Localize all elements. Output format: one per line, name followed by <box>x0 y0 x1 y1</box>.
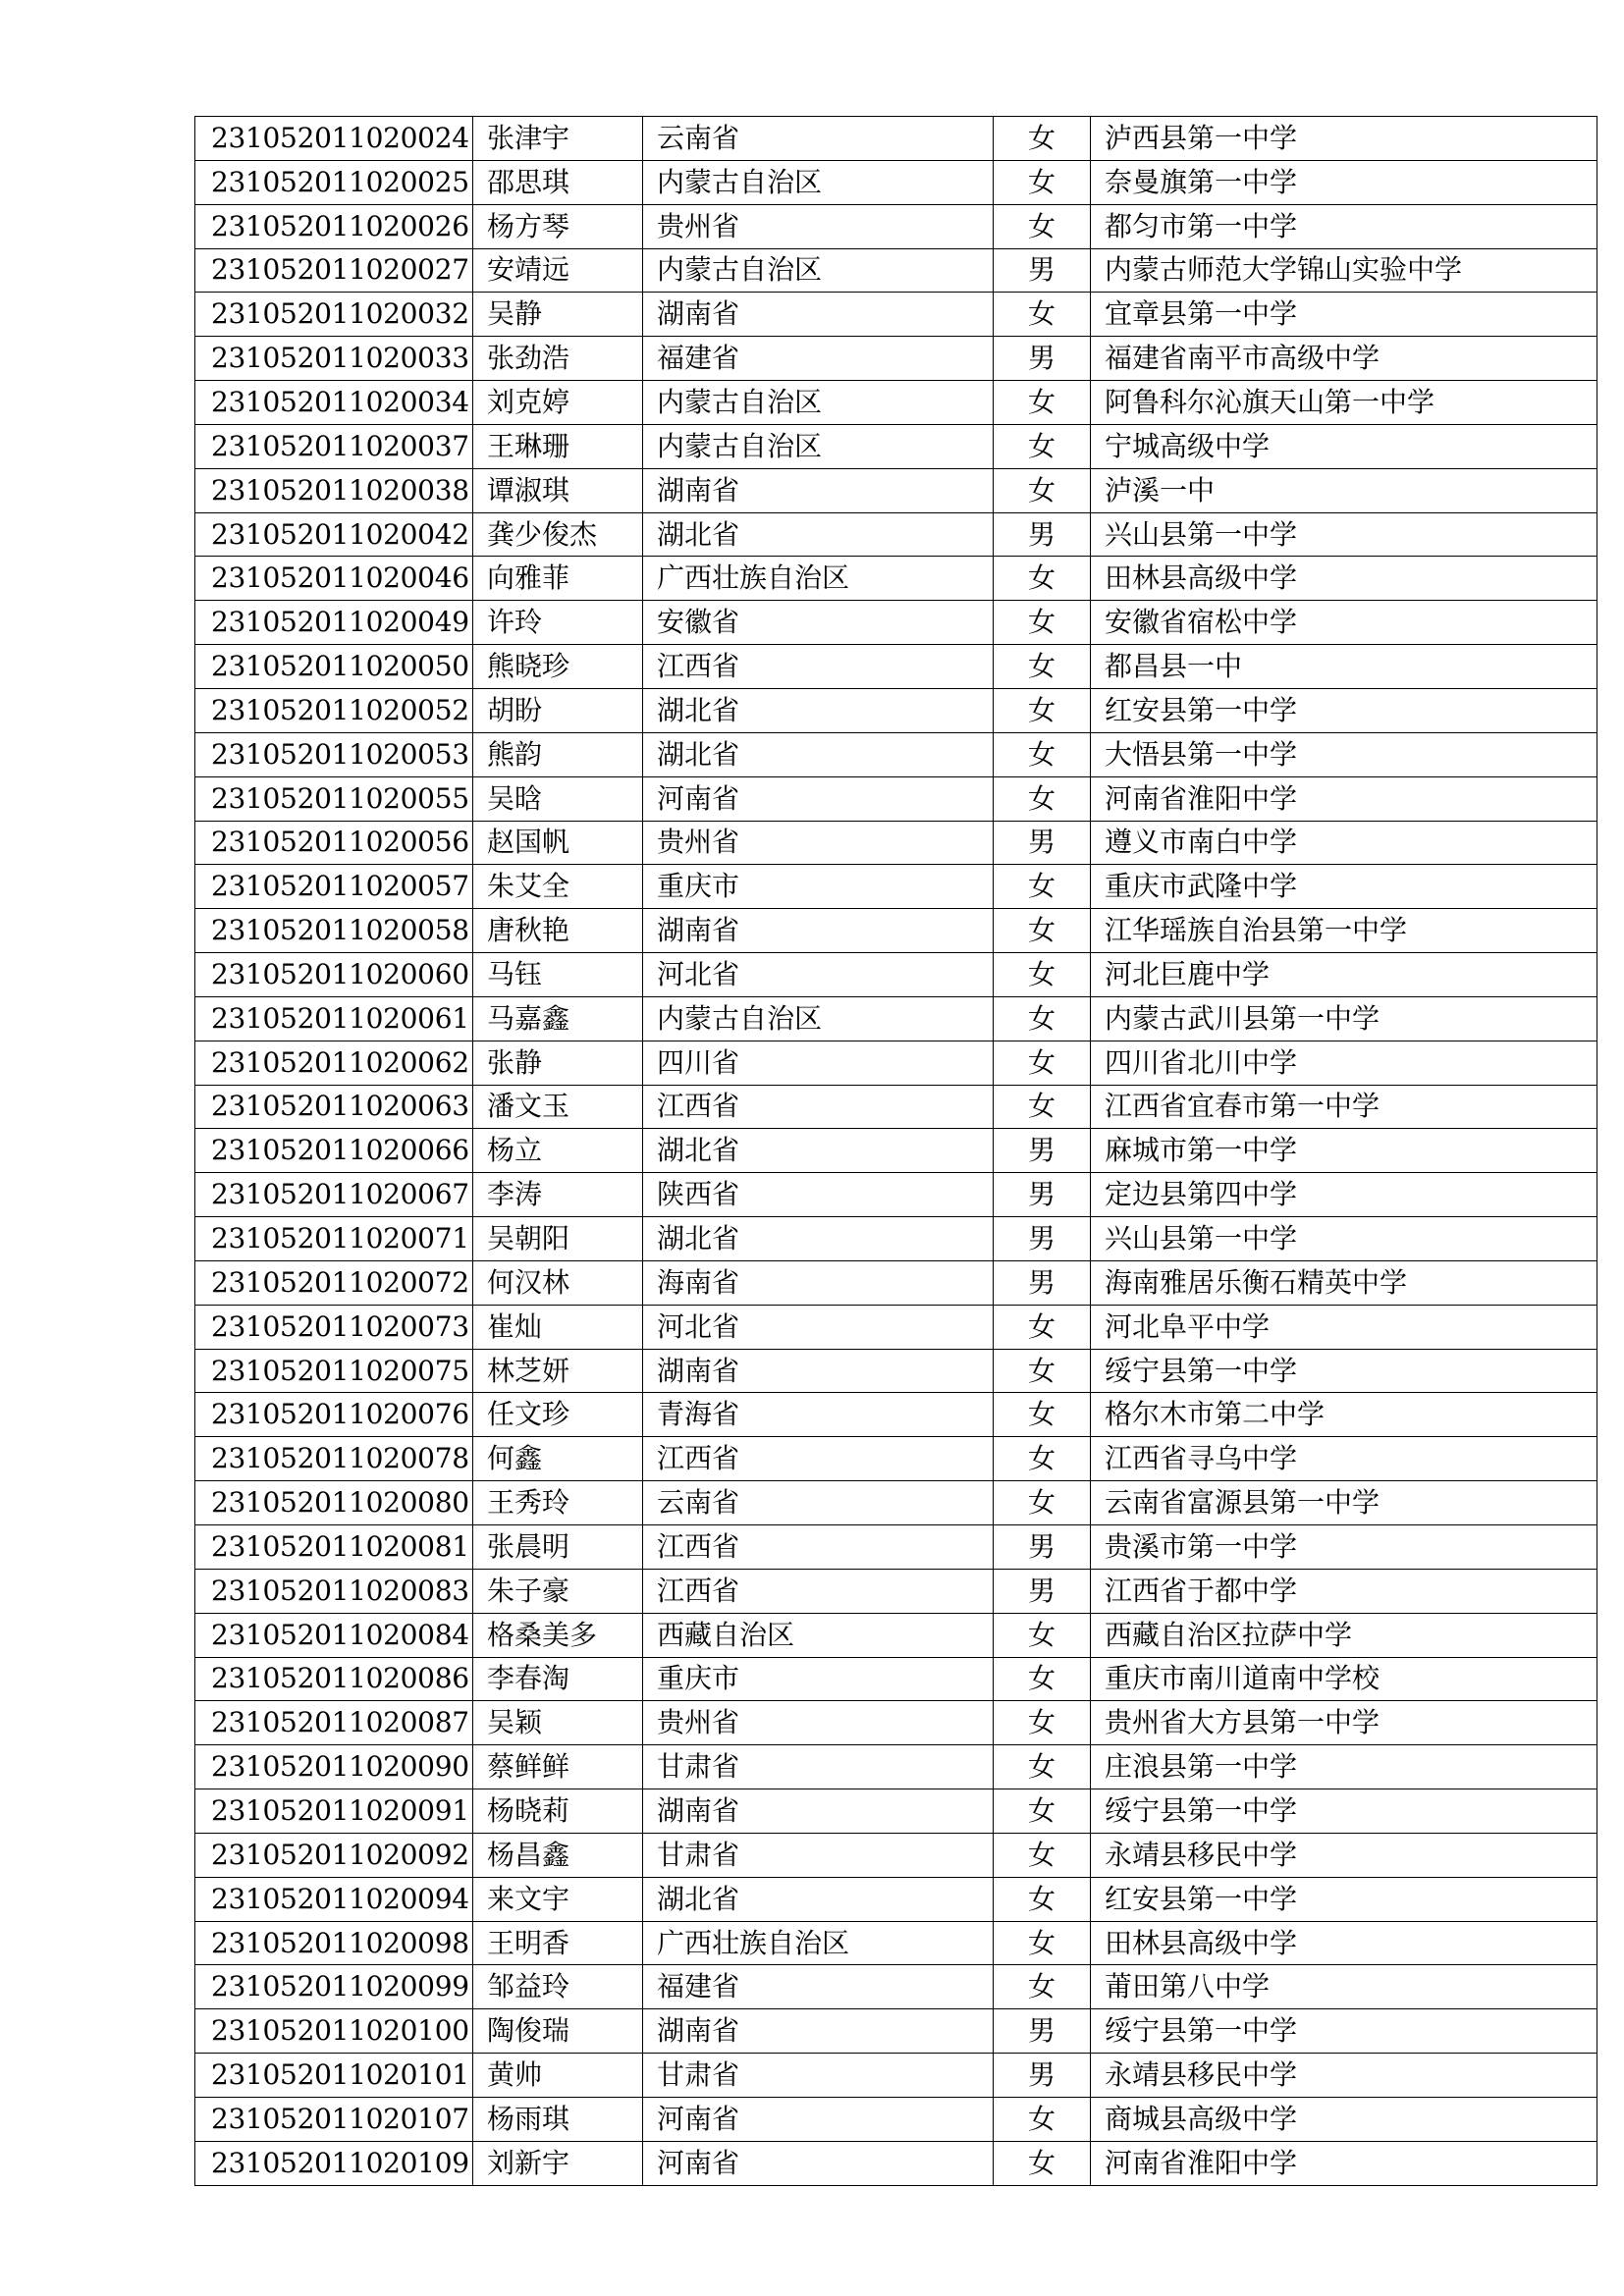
gender-cell: 女 <box>994 381 1091 425</box>
table-row <box>195 1217 1597 1261</box>
student-id-cell: 231052011020057 <box>195 865 473 909</box>
student-name-cell: 李涛 <box>473 1173 643 1217</box>
student-name-cell: 格桑美多 <box>473 1613 643 1657</box>
gender-cell: 女 <box>994 1657 1091 1701</box>
student-id-cell: 231052011020032 <box>195 293 473 337</box>
province-cell: 江西省 <box>643 1525 994 1570</box>
student-id-cell: 231052011020027 <box>195 248 473 293</box>
school-cell: 西藏自治区拉萨中学 <box>1091 1613 1597 1657</box>
table-row <box>195 1437 1597 1481</box>
student-id-cell: 231052011020100 <box>195 2009 473 2054</box>
province-cell: 内蒙古自治区 <box>643 424 994 468</box>
table-row <box>195 2097 1597 2141</box>
province-cell: 西藏自治区 <box>643 1613 994 1657</box>
gender-cell: 女 <box>994 1877 1091 1921</box>
school-cell: 格尔木市第二中学 <box>1091 1393 1597 1437</box>
province-cell: 重庆市 <box>643 1657 994 1701</box>
school-cell: 河南省淮阳中学 <box>1091 2141 1597 2185</box>
school-cell: 重庆市南川道南中学校 <box>1091 1657 1597 1701</box>
gender-cell: 女 <box>994 645 1091 689</box>
student-id-cell: 231052011020075 <box>195 1349 473 1393</box>
student-id-cell: 231052011020050 <box>195 645 473 689</box>
province-cell: 甘肃省 <box>643 2054 994 2098</box>
school-cell: 奈曼旗第一中学 <box>1091 160 1597 204</box>
school-cell: 内蒙古师范大学锦山实验中学 <box>1091 248 1597 293</box>
table-row <box>195 1701 1597 1745</box>
school-cell: 云南省富源县第一中学 <box>1091 1481 1597 1525</box>
table-row <box>195 776 1597 821</box>
gender-cell: 男 <box>994 1260 1091 1305</box>
table-row <box>195 204 1597 248</box>
school-cell: 贵州省大方县第一中学 <box>1091 1701 1597 1745</box>
province-cell: 湖北省 <box>643 1217 994 1261</box>
school-cell: 内蒙古武川县第一中学 <box>1091 996 1597 1041</box>
table-row <box>195 1041 1597 1085</box>
gender-cell: 女 <box>994 424 1091 468</box>
table-row <box>195 468 1597 512</box>
table-row <box>195 909 1597 953</box>
province-cell: 海南省 <box>643 1260 994 1305</box>
province-cell: 江西省 <box>643 1569 994 1613</box>
school-cell: 海南雅居乐衡石精英中学 <box>1091 1260 1597 1305</box>
student-table <box>194 116 1597 2186</box>
student-name-cell: 王琳珊 <box>473 424 643 468</box>
student-name-cell: 赵国帆 <box>473 821 643 865</box>
school-cell: 兴山县第一中学 <box>1091 1217 1597 1261</box>
province-cell: 河南省 <box>643 2141 994 2185</box>
student-id-cell: 231052011020092 <box>195 1833 473 1877</box>
school-cell: 重庆市武隆中学 <box>1091 865 1597 909</box>
gender-cell: 女 <box>994 1349 1091 1393</box>
school-cell: 四川省北川中学 <box>1091 1041 1597 1085</box>
table-row <box>195 2054 1597 2098</box>
student-id-cell: 231052011020046 <box>195 557 473 601</box>
table-row <box>195 248 1597 293</box>
table-row <box>195 160 1597 204</box>
school-cell: 江西省宜春市第一中学 <box>1091 1085 1597 1129</box>
student-name-cell: 杨晓莉 <box>473 1789 643 1834</box>
school-cell: 江西省于都中学 <box>1091 1569 1597 1613</box>
student-id-cell: 231052011020109 <box>195 2141 473 2185</box>
gender-cell: 男 <box>994 1129 1091 1173</box>
student-id-cell: 231052011020052 <box>195 688 473 732</box>
gender-cell: 女 <box>994 293 1091 337</box>
student-id-cell: 231052011020078 <box>195 1437 473 1481</box>
gender-cell: 女 <box>994 1437 1091 1481</box>
school-cell: 宁城高级中学 <box>1091 424 1597 468</box>
table-row <box>195 337 1597 381</box>
table-row <box>195 996 1597 1041</box>
school-cell: 大悟县第一中学 <box>1091 732 1597 776</box>
student-name-cell: 杨昌鑫 <box>473 1833 643 1877</box>
student-name-cell: 吴颖 <box>473 1701 643 1745</box>
province-cell: 江西省 <box>643 645 994 689</box>
table-row <box>195 512 1597 557</box>
school-cell: 都昌县一中 <box>1091 645 1597 689</box>
table-row <box>195 1525 1597 1570</box>
student-name-cell: 吴静 <box>473 293 643 337</box>
student-name-cell: 张静 <box>473 1041 643 1085</box>
student-id-cell: 231052011020038 <box>195 468 473 512</box>
province-cell: 陕西省 <box>643 1173 994 1217</box>
table-row <box>195 1833 1597 1877</box>
student-id-cell: 231052011020091 <box>195 1789 473 1834</box>
gender-cell: 女 <box>994 996 1091 1041</box>
student-id-cell: 231052011020098 <box>195 1921 473 1965</box>
gender-cell: 女 <box>994 1745 1091 1789</box>
school-cell: 贵溪市第一中学 <box>1091 1525 1597 1570</box>
gender-cell: 女 <box>994 2097 1091 2141</box>
student-id-cell: 231052011020071 <box>195 1217 473 1261</box>
province-cell: 云南省 <box>643 117 994 161</box>
student-name-cell: 朱子豪 <box>473 1569 643 1613</box>
student-id-cell: 231052011020081 <box>195 1525 473 1570</box>
gender-cell: 女 <box>994 776 1091 821</box>
province-cell: 贵州省 <box>643 204 994 248</box>
gender-cell: 女 <box>994 909 1091 953</box>
student-id-cell: 231052011020049 <box>195 601 473 645</box>
school-cell: 田林县高级中学 <box>1091 557 1597 601</box>
student-name-cell: 谭淑琪 <box>473 468 643 512</box>
table-row <box>195 732 1597 776</box>
student-id-cell: 231052011020055 <box>195 776 473 821</box>
province-cell: 湖南省 <box>643 293 994 337</box>
table-row <box>195 2141 1597 2185</box>
gender-cell: 女 <box>994 468 1091 512</box>
gender-cell: 女 <box>994 117 1091 161</box>
student-name-cell: 刘新宇 <box>473 2141 643 2185</box>
school-cell: 阿鲁科尔沁旗天山第一中学 <box>1091 381 1597 425</box>
student-id-cell: 231052011020062 <box>195 1041 473 1085</box>
gender-cell: 男 <box>994 1525 1091 1570</box>
student-name-cell: 何鑫 <box>473 1437 643 1481</box>
table-row <box>195 1877 1597 1921</box>
school-cell: 福建省南平市高级中学 <box>1091 337 1597 381</box>
student-name-cell: 潘文玉 <box>473 1085 643 1129</box>
province-cell: 湖南省 <box>643 468 994 512</box>
province-cell: 安徽省 <box>643 601 994 645</box>
gender-cell: 男 <box>994 1569 1091 1613</box>
school-cell: 江西省寻乌中学 <box>1091 1437 1597 1481</box>
school-cell: 红安县第一中学 <box>1091 1877 1597 1921</box>
gender-cell: 女 <box>994 1041 1091 1085</box>
school-cell: 安徽省宿松中学 <box>1091 601 1597 645</box>
student-name-cell: 王明香 <box>473 1921 643 1965</box>
school-cell: 绥宁县第一中学 <box>1091 1789 1597 1834</box>
student-id-cell: 231052011020084 <box>195 1613 473 1657</box>
table-row <box>195 424 1597 468</box>
gender-cell: 男 <box>994 248 1091 293</box>
table-row <box>195 557 1597 601</box>
school-cell: 泸西县第一中学 <box>1091 117 1597 161</box>
student-id-cell: 231052011020094 <box>195 1877 473 1921</box>
gender-cell: 女 <box>994 1921 1091 1965</box>
gender-cell: 男 <box>994 1173 1091 1217</box>
student-id-cell: 231052011020067 <box>195 1173 473 1217</box>
student-name-cell: 吴晗 <box>473 776 643 821</box>
student-id-cell: 231052011020026 <box>195 204 473 248</box>
school-cell: 河北阜平中学 <box>1091 1305 1597 1349</box>
school-cell: 河南省淮阳中学 <box>1091 776 1597 821</box>
table-row <box>195 1965 1597 2009</box>
student-name-cell: 何汉林 <box>473 1260 643 1305</box>
table-row <box>195 117 1597 161</box>
student-id-cell: 231052011020056 <box>195 821 473 865</box>
student-name-cell: 黄帅 <box>473 2054 643 2098</box>
student-id-cell: 231052011020034 <box>195 381 473 425</box>
province-cell: 湖南省 <box>643 1349 994 1393</box>
student-name-cell: 陶俊瑞 <box>473 2009 643 2054</box>
student-id-cell: 231052011020083 <box>195 1569 473 1613</box>
student-name-cell: 吴朝阳 <box>473 1217 643 1261</box>
student-id-cell: 231052011020037 <box>195 424 473 468</box>
gender-cell: 男 <box>994 512 1091 557</box>
table-row <box>195 1129 1597 1173</box>
school-cell: 莆田第八中学 <box>1091 1965 1597 2009</box>
gender-cell: 女 <box>994 557 1091 601</box>
province-cell: 甘肃省 <box>643 1745 994 1789</box>
student-name-cell: 任文珍 <box>473 1393 643 1437</box>
student-id-cell: 231052011020061 <box>195 996 473 1041</box>
gender-cell: 女 <box>994 953 1091 997</box>
province-cell: 内蒙古自治区 <box>643 160 994 204</box>
province-cell: 贵州省 <box>643 1701 994 1745</box>
gender-cell: 女 <box>994 732 1091 776</box>
table-row <box>195 1481 1597 1525</box>
gender-cell: 男 <box>994 1217 1091 1261</box>
student-name-cell: 杨方琴 <box>473 204 643 248</box>
student-name-cell: 龚少俊杰 <box>473 512 643 557</box>
province-cell: 湖北省 <box>643 512 994 557</box>
gender-cell: 女 <box>994 1613 1091 1657</box>
table-row <box>195 601 1597 645</box>
student-name-cell: 崔灿 <box>473 1305 643 1349</box>
student-id-cell: 231052011020086 <box>195 1657 473 1701</box>
table-row <box>195 1305 1597 1349</box>
province-cell: 湖北省 <box>643 1129 994 1173</box>
student-name-cell: 向雅菲 <box>473 557 643 601</box>
gender-cell: 男 <box>994 337 1091 381</box>
province-cell: 内蒙古自治区 <box>643 996 994 1041</box>
student-id-cell: 231052011020058 <box>195 909 473 953</box>
gender-cell: 女 <box>994 1833 1091 1877</box>
student-name-cell: 林芝妍 <box>473 1349 643 1393</box>
school-cell: 遵义市南白中学 <box>1091 821 1597 865</box>
table-row <box>195 1349 1597 1393</box>
student-id-cell: 231052011020087 <box>195 1701 473 1745</box>
gender-cell: 男 <box>994 821 1091 865</box>
student-id-cell: 231052011020053 <box>195 732 473 776</box>
gender-cell: 女 <box>994 1393 1091 1437</box>
province-cell: 青海省 <box>643 1393 994 1437</box>
school-cell: 定边县第四中学 <box>1091 1173 1597 1217</box>
student-name-cell: 朱艾全 <box>473 865 643 909</box>
student-name-cell: 熊晓珍 <box>473 645 643 689</box>
province-cell: 广西壮族自治区 <box>643 557 994 601</box>
student-name-cell: 马钰 <box>473 953 643 997</box>
province-cell: 湖北省 <box>643 1877 994 1921</box>
table-row <box>195 1921 1597 1965</box>
province-cell: 江西省 <box>643 1437 994 1481</box>
province-cell: 湖北省 <box>643 732 994 776</box>
school-cell: 庄浪县第一中学 <box>1091 1745 1597 1789</box>
province-cell: 四川省 <box>643 1041 994 1085</box>
table-row <box>195 2009 1597 2054</box>
school-cell: 商城县高级中学 <box>1091 2097 1597 2141</box>
table-row <box>195 821 1597 865</box>
student-id-cell: 231052011020099 <box>195 1965 473 2009</box>
student-name-cell: 胡盼 <box>473 688 643 732</box>
province-cell: 河南省 <box>643 2097 994 2141</box>
school-cell: 兴山县第一中学 <box>1091 512 1597 557</box>
province-cell: 湖南省 <box>643 2009 994 2054</box>
school-cell: 泸溪一中 <box>1091 468 1597 512</box>
student-name-cell: 唐秋艳 <box>473 909 643 953</box>
student-name-cell: 蔡鲜鲜 <box>473 1745 643 1789</box>
province-cell: 内蒙古自治区 <box>643 248 994 293</box>
student-id-cell: 231052011020066 <box>195 1129 473 1173</box>
student-name-cell: 安靖远 <box>473 248 643 293</box>
student-id-cell: 231052011020025 <box>195 160 473 204</box>
province-cell: 河北省 <box>643 1305 994 1349</box>
student-id-cell: 231052011020076 <box>195 1393 473 1437</box>
province-cell: 重庆市 <box>643 865 994 909</box>
table-row <box>195 645 1597 689</box>
province-cell: 甘肃省 <box>643 1833 994 1877</box>
table-row <box>195 865 1597 909</box>
student-name-cell: 刘克婷 <box>473 381 643 425</box>
table-row <box>195 1613 1597 1657</box>
school-cell: 河北巨鹿中学 <box>1091 953 1597 997</box>
student-id-cell: 231052011020060 <box>195 953 473 997</box>
table-row <box>195 1393 1597 1437</box>
student-name-cell: 邵思琪 <box>473 160 643 204</box>
table-row <box>195 953 1597 997</box>
table-body <box>195 117 1597 2186</box>
student-id-cell: 231052011020101 <box>195 2054 473 2098</box>
student-name-cell: 来文宇 <box>473 1877 643 1921</box>
school-cell: 麻城市第一中学 <box>1091 1129 1597 1173</box>
gender-cell: 男 <box>994 2009 1091 2054</box>
student-id-cell: 231052011020042 <box>195 512 473 557</box>
student-id-cell: 231052011020107 <box>195 2097 473 2141</box>
gender-cell: 男 <box>994 2054 1091 2098</box>
province-cell: 云南省 <box>643 1481 994 1525</box>
table-row <box>195 1085 1597 1129</box>
student-name-cell: 李春淘 <box>473 1657 643 1701</box>
student-id-cell: 231052011020080 <box>195 1481 473 1525</box>
table-row <box>195 688 1597 732</box>
table-row <box>195 381 1597 425</box>
gender-cell: 女 <box>994 1965 1091 2009</box>
gender-cell: 女 <box>994 1481 1091 1525</box>
gender-cell: 女 <box>994 1085 1091 1129</box>
table-row <box>195 1260 1597 1305</box>
province-cell: 福建省 <box>643 337 994 381</box>
student-name-cell: 张晨明 <box>473 1525 643 1570</box>
school-cell: 绥宁县第一中学 <box>1091 2009 1597 2054</box>
table-row <box>195 1745 1597 1789</box>
school-cell: 江华瑶族自治县第一中学 <box>1091 909 1597 953</box>
province-cell: 湖北省 <box>643 688 994 732</box>
gender-cell: 女 <box>994 865 1091 909</box>
province-cell: 湖南省 <box>643 909 994 953</box>
student-name-cell: 杨立 <box>473 1129 643 1173</box>
student-name-cell: 许玲 <box>473 601 643 645</box>
province-cell: 河南省 <box>643 776 994 821</box>
school-cell: 田林县高级中学 <box>1091 1921 1597 1965</box>
school-cell: 永靖县移民中学 <box>1091 1833 1597 1877</box>
school-cell: 红安县第一中学 <box>1091 688 1597 732</box>
student-name-cell: 邹益玲 <box>473 1965 643 2009</box>
student-name-cell: 熊韵 <box>473 732 643 776</box>
province-cell: 江西省 <box>643 1085 994 1129</box>
school-cell: 宜章县第一中学 <box>1091 293 1597 337</box>
gender-cell: 女 <box>994 601 1091 645</box>
province-cell: 广西壮族自治区 <box>643 1921 994 1965</box>
school-cell: 绥宁县第一中学 <box>1091 1349 1597 1393</box>
gender-cell: 女 <box>994 1305 1091 1349</box>
student-name-cell: 张劲浩 <box>473 337 643 381</box>
table-row <box>195 293 1597 337</box>
school-cell: 都匀市第一中学 <box>1091 204 1597 248</box>
student-name-cell: 杨雨琪 <box>473 2097 643 2141</box>
table-row <box>195 1173 1597 1217</box>
province-cell: 福建省 <box>643 1965 994 2009</box>
student-name-cell: 张津宇 <box>473 117 643 161</box>
table-row <box>195 1657 1597 1701</box>
student-name-cell: 马嘉鑫 <box>473 996 643 1041</box>
student-name-cell: 王秀玲 <box>473 1481 643 1525</box>
province-cell: 内蒙古自治区 <box>643 381 994 425</box>
gender-cell: 女 <box>994 688 1091 732</box>
province-cell: 湖南省 <box>643 1789 994 1834</box>
gender-cell: 女 <box>994 2141 1091 2185</box>
gender-cell: 女 <box>994 160 1091 204</box>
gender-cell: 女 <box>994 1789 1091 1834</box>
student-id-cell: 231052011020072 <box>195 1260 473 1305</box>
gender-cell: 女 <box>994 1701 1091 1745</box>
table-row <box>195 1789 1597 1834</box>
student-id-cell: 231052011020063 <box>195 1085 473 1129</box>
student-id-cell: 231052011020073 <box>195 1305 473 1349</box>
school-cell: 永靖县移民中学 <box>1091 2054 1597 2098</box>
province-cell: 河北省 <box>643 953 994 997</box>
table-row <box>195 1569 1597 1613</box>
student-id-cell: 231052011020024 <box>195 117 473 161</box>
student-id-cell: 231052011020033 <box>195 337 473 381</box>
student-id-cell: 231052011020090 <box>195 1745 473 1789</box>
province-cell: 贵州省 <box>643 821 994 865</box>
gender-cell: 女 <box>994 204 1091 248</box>
